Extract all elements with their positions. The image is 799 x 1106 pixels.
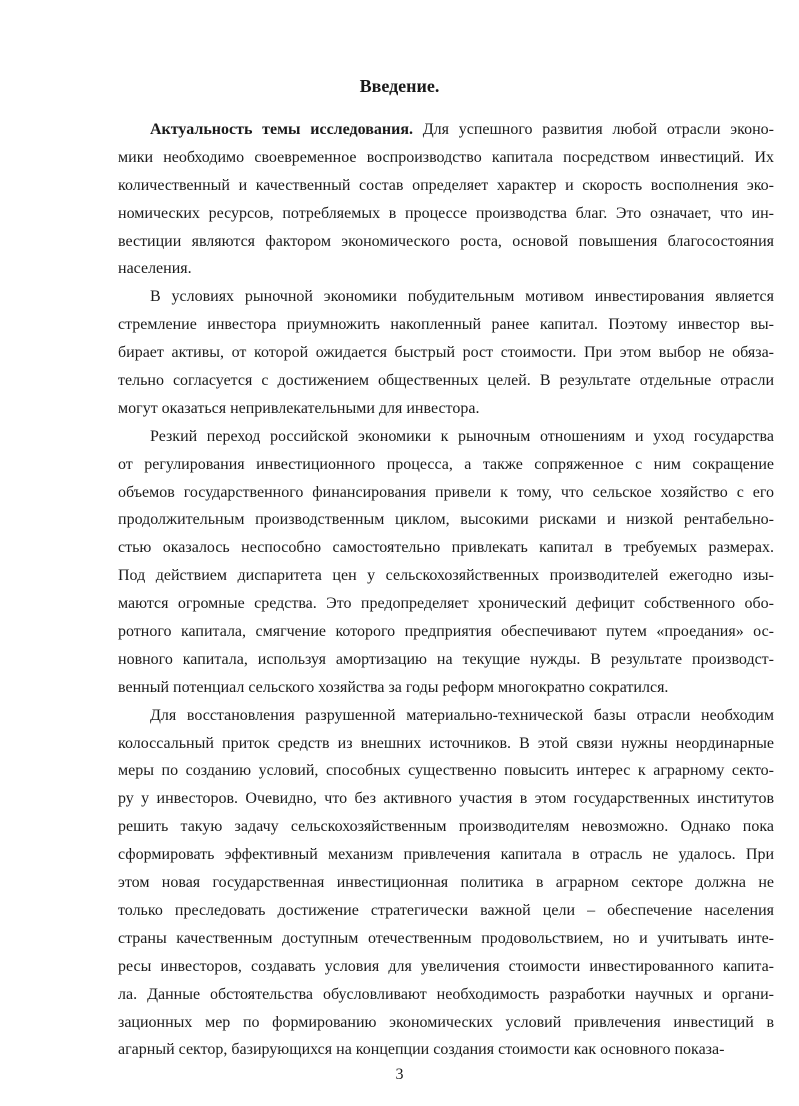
line-text: Для восстановления разрушенной материально-технической базы отрасли необходим (150, 706, 774, 724)
text-line (118, 395, 774, 423)
text-line (118, 813, 774, 841)
line-text: от регулирования инвестиционного процесса, а также сопряженное с ним сокращение (118, 455, 774, 473)
text-line (118, 311, 774, 339)
line-text: новного капитала, используя амортизацию на текущие нужды. В результате производст- (118, 650, 774, 668)
section-title: Введение. (359, 76, 440, 96)
paragraph (118, 116, 774, 283)
paragraph (118, 283, 774, 422)
page-number: 3 (395, 1066, 404, 1083)
text-line (118, 255, 774, 283)
text-line (118, 423, 774, 451)
text-line (118, 869, 774, 897)
text-line (118, 200, 774, 228)
line-text: страны качественным доступным отечественным продовольствием, но и учитывать инте- (118, 929, 774, 947)
paragraph-lead: Актуальность темы исследования. (150, 121, 413, 138)
text-line (118, 590, 774, 618)
line-text: венный потенциал сельского хозяйства за годы реформ многократно сократился. (118, 678, 669, 696)
line-text: продолжительным производственным циклом, высокими рисками и низкой рентабельно- (118, 511, 774, 529)
line-text: агарный сектор, базирующихся на концепции создания стоимости как основного показа- (118, 1041, 725, 1059)
line-text: только преследовать достижение стратегически важной цели – обеспечение населения (118, 901, 774, 919)
text-line (118, 283, 774, 311)
text-line (118, 339, 774, 367)
line-text: меры по созданию условий, способных существенно повысить интерес к аграрному секто- (118, 762, 774, 780)
text-line (118, 981, 774, 1009)
line-text: объемов государственного финансирования привели к тому, что сельское хозяйство с его (118, 483, 774, 501)
line-text: ресы инвесторов, создавать условия для увеличения стоимости инвестированного капита- (118, 957, 774, 975)
line-text: маются огромные средства. Это предопределяет хронический дефицит собственного обо- (118, 595, 774, 613)
line-text: населения. (118, 260, 192, 278)
line-text: Для успешного развития любой отрасли эконо- (412, 121, 775, 138)
text-line (118, 451, 774, 479)
text-line (118, 925, 774, 953)
text-line (118, 897, 774, 925)
paragraph (118, 702, 774, 1065)
text-line (118, 562, 774, 590)
line-text: тельно согласуется с достижением общественных целей. В результате отдельные отрасли (118, 372, 774, 390)
paragraph (118, 423, 774, 702)
line-text: Под действием диспаритета цен у сельскохозяйственных производителей ежегодно изы- (118, 567, 774, 585)
text-line (118, 646, 774, 674)
text-line (118, 785, 774, 813)
line-text: бирает активы, от которой ожидается быстрый рост стоимости. При этом выбор не обяза- (118, 344, 774, 362)
text-line (118, 730, 774, 758)
line-text: могут оказаться непривлекательными для инвестора. (118, 399, 480, 417)
line-text: мики необходимо своевременное воспроизводство капитала посредством инвестиций. Их (118, 148, 774, 166)
line-text: ру у инвесторов. Очевидно, что без активного участия в этом государственных институтов (118, 790, 774, 808)
line-text: Резкий переход российской экономики к рыночным отношениям и уход государства (150, 427, 774, 445)
line-text: колоссальный приток средств из внешних источников. В этой связи нужны неординарные (118, 734, 774, 752)
text-line (118, 1036, 774, 1064)
text-line (118, 757, 774, 785)
text-line (118, 1009, 774, 1037)
line-text: количественный и качественный состав определяет характер и скорость восполнения эко- (118, 176, 774, 194)
text-line (118, 953, 774, 981)
text-line (118, 367, 774, 395)
line-text: ла. Данные обстоятельства обусловливают необходимость разработки научных и органи- (118, 985, 774, 1003)
line-text: вестиции являются фактором экономического роста, основой повышения благосостояния (118, 232, 774, 250)
text-line (118, 172, 774, 200)
text-line (118, 534, 774, 562)
text-line (118, 228, 774, 256)
line-text: решить такую задачу сельскохозяйственным производителям невозможно. Однако пока (118, 818, 774, 836)
text-line (118, 702, 774, 730)
text-line (118, 618, 774, 646)
text-line (118, 116, 774, 144)
line-text: этом новая государственная инвестиционная политика в аграрном секторе должна не (118, 874, 774, 892)
line-text: ротного капитала, смягчение которого предприятия обеспечивают путем «проедания» ос- (118, 623, 774, 641)
line-text: стремление инвестора приумножить накопленный ранее капитал. Поэтому инвестор вы- (118, 316, 774, 334)
line-text: сформировать эффективный механизм привлечения капитала в отрасль не удалось. При (118, 846, 774, 864)
text-line (118, 506, 774, 534)
text-line (118, 144, 774, 172)
document-body (118, 116, 774, 1064)
line-text: номических ресурсов, потребляемых в процессе производства благ. Это означает, что ин- (118, 204, 774, 222)
text-line (118, 841, 774, 869)
text-line (118, 674, 774, 702)
line-text: В условиях рыночной экономики побудительным мотивом инвестирования является (150, 288, 774, 306)
line-text: стью оказалось неспособно самостоятельно привлекать капитал в требуемых размерах. (118, 539, 774, 557)
text-line (118, 479, 774, 507)
line-text: зационных мер по формированию экономических условий привлечения инвестиций в (118, 1013, 774, 1031)
